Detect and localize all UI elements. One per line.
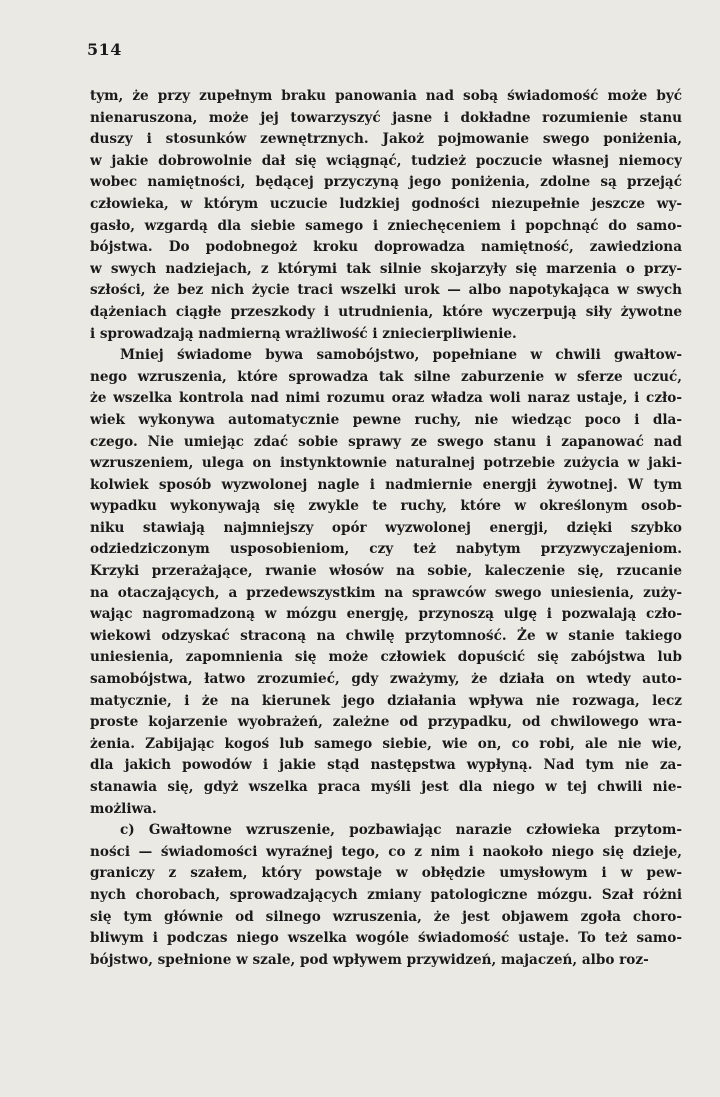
text-line: dla jakich powodów i jakie stąd następstwa wypłyną. Nad tym nie za- [90, 757, 682, 774]
body-text [90, 86, 682, 971]
text-line: wzruszeniem, ulega on instynktownie naturalnej potrzebie zużycia w jaki- [90, 455, 682, 472]
text-line: uniesienia, zapomnienia się może człowiek dopuścić się zabójstwa lub [90, 649, 682, 666]
text-line: człowieka, w którym uczucie ludzkiej godności niezupełnie jeszcze wy- [90, 195, 682, 212]
text-line: tym, że przy zupełnym braku panowania nad sobą świadomość może być [90, 88, 682, 104]
text-line: odziedziczonym usposobieniom, czy też nabytym przyzwyczajeniom. [90, 541, 682, 558]
text-line: c) Gwałtowne wzruszenie, pozbawiając narazie człowieka przytom- [120, 822, 682, 839]
text-line: nych chorobach, sprowadzających zmiany patologiczne mózgu. Szał różni [90, 886, 682, 903]
text-line: Mniej świadome bywa samobójstwo, popełniane w chwili gwałtow- [120, 347, 682, 364]
text-line: Krzyki przerażające, rwanie włosów na sobie, kaleczenie się, rzucanie [90, 563, 682, 580]
paragraph [90, 345, 682, 820]
text-line: w jakie dobrowolnie dał się wciągnąć, tudzież poczucie własnej niemocy [90, 152, 682, 169]
text-line: ności — świadomości wyraźnej tego, co z nim i naokoło niego się dzieje, [90, 843, 682, 860]
text-line: bliwym i podczas niego wszelka wogóle świadomość ustaje. To też samo- [90, 930, 682, 947]
text-line: się tym głównie od silnego wzruszenia, że jest objawem zgoła choro- [90, 908, 682, 925]
text-line: stanawia się, gdyż wszelka praca myśli jest dla niego w tej chwili nie- [90, 779, 682, 795]
paragraph [90, 820, 682, 971]
text-line: szłości, że bez nich życie traci wszelki urok — albo napotykająca w swych [90, 282, 682, 299]
text-line: nego wzruszenia, które sprowadza tak silne zaburzenie w sferze uczuć, [90, 368, 682, 385]
text-line: wobec namiętności, będącej przyczyną jego poniżenia, zdolne są przejąć [90, 174, 682, 191]
text-line: wając nagromadzoną w mózgu energję, przynoszą ulgę i pozwalają czło- [90, 606, 682, 623]
text-line: i sprowadzają nadmierną wrażliwość i zniecierpliwienie. [90, 325, 517, 342]
text-line: matycznie, i że na kierunek jego działania wpływa nie rozwaga, lecz [90, 692, 682, 709]
text-line: dążeniach ciągłe przeszkody i utrudnienia, które wyczerpują siły żywotne [90, 303, 682, 320]
text-line: wiek wykonywa automatycznie pewne ruchy, nie wiedząc poco i dla- [90, 411, 682, 428]
text-line: gasło, wzgardą dla siebie samego i zniechęceniem i popchnąć do samo- [90, 217, 682, 234]
text-line: duszy i stosunków zewnętrznych. Jakoż pojmowanie swego poniżenia, [90, 131, 682, 148]
text-line: wiekowi odzyskać straconą na chwilę przytomność. Że w stanie takiego [90, 627, 682, 644]
text-line: że wszelka kontrola nad nimi rozumu oraz władza woli naraz ustaje, i czło- [90, 390, 682, 407]
text-line: samobójstwa, łatwo zrozumieć, gdy zważymy, że działa on wtedy auto- [90, 671, 682, 688]
text-line: wypadku wykonywają się zwykle te ruchy, które w określonym osob- [90, 498, 682, 515]
text-line: czego. Nie umiejąc zdać sobie sprawy ze swego stanu i zapanować nad [90, 433, 682, 450]
text-line: proste kojarzenie wyobrażeń, zależne od przypadku, od chwilowego wra- [90, 714, 682, 731]
text-line: graniczy z szałem, który powstaje w obłędzie umysłowym i w pew- [90, 865, 682, 882]
text-line: nienaruszona, może jej towarzyszyć jasne i dokładne rozumienie stanu [90, 109, 682, 126]
text-line: w swych nadziejach, z którymi tak silnie skojarzyły się marzenia o przy- [90, 260, 682, 277]
text-line: kolwiek sposób wyzwolonej nagle i nadmiernie energji żywotnej. W tym [90, 476, 682, 493]
text-line: na otaczających, a przedewszystkim na sprawców swego uniesienia, zuży- [90, 584, 682, 601]
text-line: bójstwa. Do podobnegoż kroku doprowadza namiętność, zawiedziona [90, 239, 682, 256]
text-line: niku stawiają najmniejszy opór wyzwolonej energji, dzięki szybko [90, 519, 682, 536]
paragraph [90, 86, 682, 345]
text-line: możliwa. [90, 800, 157, 817]
text-line: żenia. Zabijając kogoś lub samego siebie, wie on, co robi, ale nie wie, [90, 735, 682, 752]
text-line: bójstwo, spełnione w szale, pod wpływem przywidzeń, majaczeń, albo roz- [90, 951, 649, 968]
page-number: 514 [87, 40, 122, 59]
